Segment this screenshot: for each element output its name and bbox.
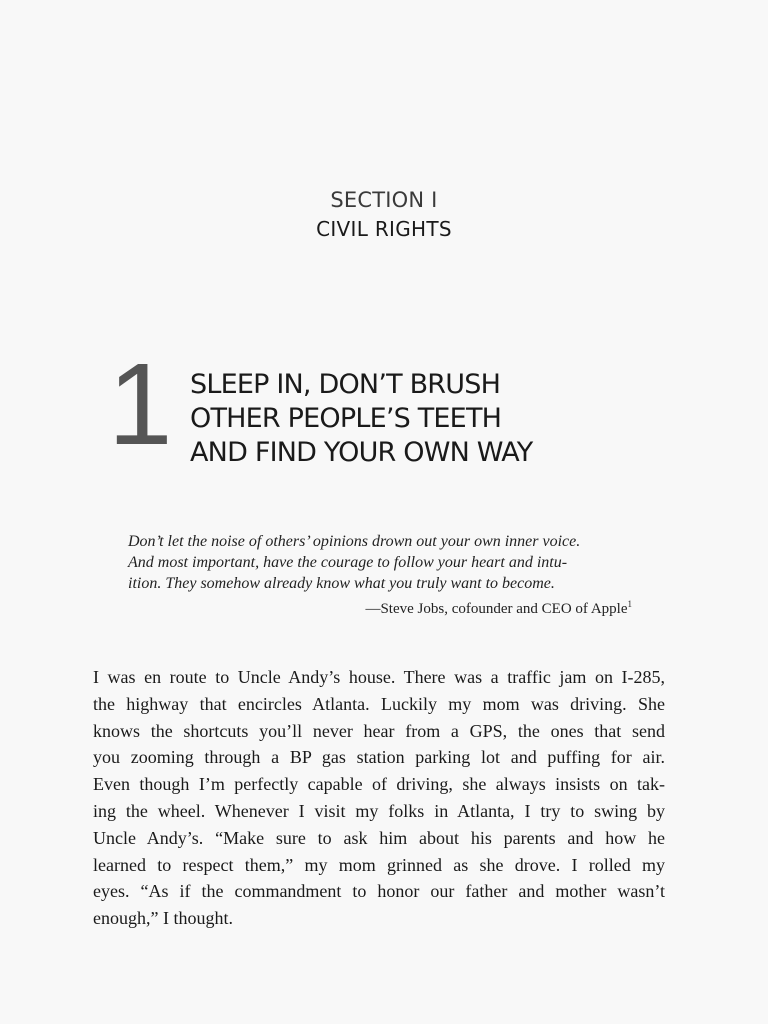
body-line: knows the shortcuts you’ll never hear from a GPS, the ones that send xyxy=(93,720,665,741)
body-line: Even though I’m perfectly capable of driving, she always insists on tak- xyxy=(93,774,665,795)
body-line: ing the wheel. Whenever I visit my folks in Atlanta, I try to swing by xyxy=(93,800,665,821)
footnote-ref: 1 xyxy=(627,599,632,609)
body-line: I was en route to Uncle Andy’s house. There was a traffic jam on I-285, xyxy=(93,667,665,687)
chapter-title-line: OTHER PEOPLE’S TEETH xyxy=(190,403,502,434)
body-line: you zooming through a BP gas station parking lot and puffing for air. xyxy=(93,747,665,768)
attribution-text: —Steve Jobs, cofounder and CEO of Apple xyxy=(365,601,628,617)
epigraph-attribution xyxy=(365,601,632,618)
epigraph-quote xyxy=(128,531,640,594)
section-title: CIVIL RIGHTS xyxy=(316,217,452,241)
chapter-number: 1 xyxy=(108,339,173,469)
epigraph-line: ition. They somehow already know what you truly want to become. xyxy=(128,575,555,592)
section-label: SECTION I xyxy=(330,188,438,212)
epigraph-line: And most important, have the courage to follow your heart and intu- xyxy=(128,554,568,571)
body-line: eyes. “As if the commandment to honor our father and mother wasn’t xyxy=(93,881,665,902)
chapter-title xyxy=(190,368,660,470)
epigraph-line: Don’t let the noise of others’ opinions drown out your own inner voice. xyxy=(128,533,581,550)
chapter-title-line: SLEEP IN, DON’T BRUSH xyxy=(190,369,501,400)
body-paragraph xyxy=(93,664,665,932)
chapter-title-line: AND FIND YOUR OWN WAY xyxy=(190,437,533,468)
body-line: Uncle Andy’s. “Make sure to ask him about his parents and how he xyxy=(93,827,665,848)
body-line: the highway that encircles Atlanta. Luckily my mom was driving. She xyxy=(93,693,665,714)
body-line: enough,” I thought. xyxy=(93,908,233,929)
body-line: learned to respect them,” my mom grinned as she drove. I rolled my xyxy=(93,854,665,875)
